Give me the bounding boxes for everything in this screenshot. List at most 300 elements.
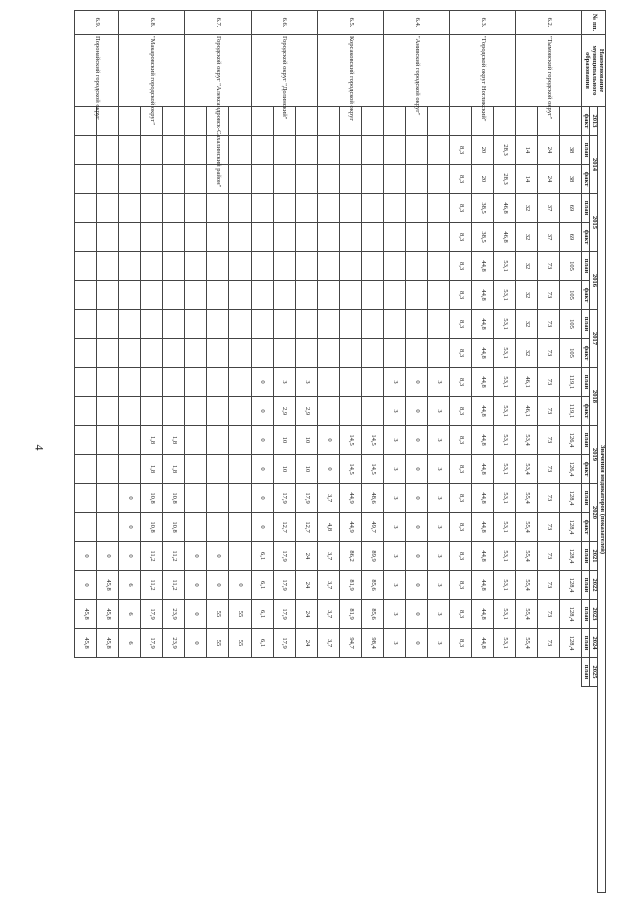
value-cell bbox=[163, 165, 185, 194]
value-cell: 10,8 bbox=[141, 484, 163, 513]
value-cell: 73 bbox=[537, 310, 559, 339]
value-cell bbox=[163, 310, 185, 339]
value-cell: 105 bbox=[559, 281, 581, 310]
value-cell bbox=[493, 107, 515, 136]
value-cell: 1,8 bbox=[163, 426, 185, 455]
table-row bbox=[185, 11, 207, 893]
value-cell bbox=[317, 310, 339, 339]
value-cell: 6,1 bbox=[251, 600, 273, 629]
value-cell: 3 bbox=[383, 455, 405, 484]
header-plan: план bbox=[582, 571, 590, 600]
value-cell bbox=[273, 252, 295, 281]
value-cell: 49,7 bbox=[361, 513, 383, 542]
value-cell: 53,1 bbox=[493, 368, 515, 397]
value-cell bbox=[317, 223, 339, 252]
value-cell: 53,1 bbox=[493, 281, 515, 310]
table-body bbox=[75, 11, 582, 893]
header-year: 2022 bbox=[590, 571, 598, 600]
value-cell bbox=[317, 165, 339, 194]
value-cell: 53,1 bbox=[493, 571, 515, 600]
table-row bbox=[229, 11, 251, 893]
value-cell: 10,8 bbox=[163, 484, 185, 513]
value-cell: 44,8 bbox=[471, 571, 493, 600]
table-row bbox=[163, 11, 185, 893]
value-cell bbox=[97, 426, 119, 455]
value-cell: 55,4 bbox=[515, 629, 537, 658]
value-cell bbox=[75, 339, 97, 368]
value-cell bbox=[317, 368, 339, 397]
value-cell: 14,5 bbox=[361, 426, 383, 455]
value-cell: 12,7 bbox=[273, 513, 295, 542]
value-cell: 11,2 bbox=[163, 571, 185, 600]
value-cell: 38,5 bbox=[471, 223, 493, 252]
value-cell: 44,8 bbox=[471, 339, 493, 368]
value-cell: 53,4 bbox=[515, 426, 537, 455]
value-cell bbox=[97, 368, 119, 397]
value-cell bbox=[361, 281, 383, 310]
value-cell: 24 bbox=[295, 542, 317, 571]
value-cell: 8,3 bbox=[449, 629, 471, 658]
value-cell bbox=[229, 165, 251, 194]
header-values-title: Значения индикаторов (показателей) bbox=[598, 107, 606, 893]
value-cell bbox=[141, 136, 163, 165]
value-cell: 53,1 bbox=[493, 542, 515, 571]
header-year: 2021 bbox=[590, 542, 598, 571]
value-cell bbox=[141, 310, 163, 339]
value-cell bbox=[427, 310, 449, 339]
value-cell: 53,1 bbox=[493, 484, 515, 513]
value-cell bbox=[207, 426, 229, 455]
value-cell: 45,8 bbox=[97, 571, 119, 600]
value-cell bbox=[405, 194, 427, 223]
value-cell: 89,9 bbox=[361, 542, 383, 571]
value-cell: 3 bbox=[273, 368, 295, 397]
value-cell bbox=[119, 136, 141, 165]
value-cell bbox=[317, 107, 339, 136]
value-cell: 3,7 bbox=[317, 629, 339, 658]
value-cell: 20 bbox=[471, 165, 493, 194]
municipality-name: "Тымовский городской округ" bbox=[515, 35, 581, 107]
value-cell: 3 bbox=[427, 513, 449, 542]
value-cell: 28,3 bbox=[493, 165, 515, 194]
value-cell bbox=[339, 252, 361, 281]
value-cell: 105 bbox=[559, 310, 581, 339]
header-plan: план bbox=[582, 368, 590, 397]
table-row bbox=[75, 11, 97, 893]
page-number: 4 bbox=[32, 444, 47, 451]
value-cell: 45,8 bbox=[75, 629, 97, 658]
value-cell: 44,8 bbox=[471, 281, 493, 310]
value-cell bbox=[383, 339, 405, 368]
value-cell bbox=[207, 223, 229, 252]
value-cell bbox=[119, 165, 141, 194]
header-plan: план bbox=[582, 600, 590, 629]
value-cell: 10 bbox=[295, 426, 317, 455]
header-year: 2013 bbox=[590, 107, 598, 136]
value-cell: 73 bbox=[537, 368, 559, 397]
value-cell bbox=[97, 281, 119, 310]
header-plan: план bbox=[582, 629, 590, 658]
value-cell: 32 bbox=[515, 252, 537, 281]
header-plan: план bbox=[582, 194, 590, 223]
value-cell: 10 bbox=[273, 426, 295, 455]
value-cell bbox=[361, 339, 383, 368]
header-num: № пп. bbox=[582, 11, 606, 35]
value-cell bbox=[515, 107, 537, 136]
value-cell bbox=[339, 194, 361, 223]
value-cell: 119,1 bbox=[559, 368, 581, 397]
value-cell bbox=[427, 223, 449, 252]
value-cell: 2,9 bbox=[273, 397, 295, 426]
value-cell bbox=[185, 339, 207, 368]
header-plan: план bbox=[582, 310, 590, 339]
municipality-name: Поронайский городской округ bbox=[75, 35, 119, 107]
value-cell: 128,4 bbox=[559, 600, 581, 629]
value-cell: 14,5 bbox=[339, 426, 361, 455]
header-year: 2014 bbox=[590, 136, 598, 194]
row-number: 6.7. bbox=[185, 11, 251, 35]
value-cell: 8,3 bbox=[449, 397, 471, 426]
value-cell bbox=[251, 136, 273, 165]
row-number: 6.9. bbox=[75, 11, 119, 35]
indicators-table bbox=[74, 10, 606, 893]
value-cell bbox=[427, 252, 449, 281]
value-cell bbox=[427, 165, 449, 194]
value-cell bbox=[229, 455, 251, 484]
value-cell bbox=[229, 136, 251, 165]
value-cell: 73 bbox=[537, 281, 559, 310]
value-cell bbox=[97, 484, 119, 513]
value-cell bbox=[229, 281, 251, 310]
table-row bbox=[317, 11, 339, 893]
value-cell: 73 bbox=[537, 252, 559, 281]
value-cell bbox=[229, 513, 251, 542]
value-cell bbox=[251, 310, 273, 339]
value-cell bbox=[97, 223, 119, 252]
value-cell bbox=[119, 426, 141, 455]
header-fact: факт bbox=[582, 223, 590, 252]
value-cell bbox=[75, 136, 97, 165]
value-cell: 128,4 bbox=[559, 629, 581, 658]
value-cell: 14,5 bbox=[361, 455, 383, 484]
value-cell bbox=[141, 165, 163, 194]
value-cell bbox=[251, 252, 273, 281]
value-cell: 128,4 bbox=[559, 513, 581, 542]
value-cell: 44,8 bbox=[471, 455, 493, 484]
value-cell: 0 bbox=[405, 542, 427, 571]
value-cell: 0 bbox=[185, 542, 207, 571]
value-cell bbox=[229, 542, 251, 571]
value-cell: 0 bbox=[185, 600, 207, 629]
value-cell bbox=[361, 310, 383, 339]
value-cell: 6,1 bbox=[251, 542, 273, 571]
value-cell: 3 bbox=[427, 368, 449, 397]
value-cell: 44,9 bbox=[339, 484, 361, 513]
value-cell: 8,3 bbox=[449, 600, 471, 629]
value-cell: 3 bbox=[427, 629, 449, 658]
value-cell: 119,1 bbox=[559, 397, 581, 426]
value-cell bbox=[339, 310, 361, 339]
municipality-name: Городской округ "Александровск-Сахалинский район" bbox=[185, 35, 251, 107]
value-cell: 44,8 bbox=[471, 542, 493, 571]
value-cell bbox=[295, 223, 317, 252]
value-cell bbox=[119, 455, 141, 484]
header-plan: план bbox=[582, 426, 590, 455]
table-row bbox=[449, 11, 471, 893]
value-cell bbox=[207, 194, 229, 223]
value-cell: 98,4 bbox=[361, 629, 383, 658]
value-cell: 8,3 bbox=[449, 455, 471, 484]
value-cell bbox=[273, 223, 295, 252]
table-row bbox=[361, 11, 383, 893]
value-cell: 73 bbox=[537, 542, 559, 571]
value-cell bbox=[251, 223, 273, 252]
value-cell: 73 bbox=[537, 455, 559, 484]
value-cell: 53,1 bbox=[493, 397, 515, 426]
value-cell: 8,3 bbox=[449, 223, 471, 252]
value-cell bbox=[383, 165, 405, 194]
value-cell bbox=[75, 252, 97, 281]
value-cell: 0 bbox=[405, 368, 427, 397]
value-cell: 0 bbox=[251, 455, 273, 484]
value-cell: 0 bbox=[251, 368, 273, 397]
value-cell bbox=[185, 455, 207, 484]
table-row bbox=[339, 11, 361, 893]
value-cell bbox=[383, 252, 405, 281]
value-cell bbox=[185, 426, 207, 455]
value-cell: 17,9 bbox=[273, 600, 295, 629]
value-cell: 3 bbox=[427, 542, 449, 571]
value-cell: 128,4 bbox=[559, 484, 581, 513]
value-cell bbox=[229, 339, 251, 368]
value-cell: 0 bbox=[317, 455, 339, 484]
value-cell bbox=[163, 136, 185, 165]
value-cell bbox=[97, 513, 119, 542]
value-cell bbox=[383, 223, 405, 252]
value-cell bbox=[339, 136, 361, 165]
value-cell bbox=[141, 223, 163, 252]
value-cell: 38,5 bbox=[471, 194, 493, 223]
row-number: 6.8. bbox=[119, 11, 185, 35]
value-cell bbox=[141, 281, 163, 310]
value-cell bbox=[273, 136, 295, 165]
row-number: 6.2. bbox=[515, 11, 581, 35]
value-cell: 17,9 bbox=[273, 571, 295, 600]
value-cell bbox=[295, 194, 317, 223]
value-cell bbox=[119, 223, 141, 252]
value-cell: 3 bbox=[383, 513, 405, 542]
header-year: 2019 bbox=[590, 426, 598, 484]
value-cell: 44,8 bbox=[471, 600, 493, 629]
value-cell bbox=[185, 194, 207, 223]
value-cell: 24 bbox=[537, 165, 559, 194]
value-cell: 55,4 bbox=[515, 513, 537, 542]
value-cell: 17,9 bbox=[141, 600, 163, 629]
value-cell: 3 bbox=[383, 542, 405, 571]
value-cell bbox=[251, 165, 273, 194]
value-cell: 6 bbox=[119, 600, 141, 629]
value-cell: 3 bbox=[383, 600, 405, 629]
value-cell: 44,8 bbox=[471, 397, 493, 426]
value-cell: 0 bbox=[207, 542, 229, 571]
value-cell: 44,8 bbox=[471, 484, 493, 513]
value-cell: 48,6 bbox=[361, 484, 383, 513]
value-cell: 55 bbox=[229, 600, 251, 629]
value-cell: 12,7 bbox=[295, 513, 317, 542]
header-year: 2025 bbox=[590, 658, 598, 687]
value-cell: 3 bbox=[295, 368, 317, 397]
value-cell bbox=[361, 165, 383, 194]
table-row bbox=[119, 11, 141, 893]
value-cell: 10 bbox=[295, 455, 317, 484]
value-cell: 73 bbox=[537, 339, 559, 368]
value-cell: 0 bbox=[405, 513, 427, 542]
value-cell: 55 bbox=[229, 629, 251, 658]
value-cell: 8,3 bbox=[449, 571, 471, 600]
value-cell bbox=[163, 397, 185, 426]
value-cell: 3 bbox=[427, 600, 449, 629]
value-cell bbox=[317, 339, 339, 368]
header-year: 2016 bbox=[590, 252, 598, 310]
value-cell: 0 bbox=[405, 484, 427, 513]
value-cell bbox=[185, 252, 207, 281]
value-cell bbox=[163, 194, 185, 223]
table-row bbox=[383, 11, 405, 893]
value-cell: 3 bbox=[383, 368, 405, 397]
value-cell bbox=[97, 455, 119, 484]
header-name: Наименование муниципального образования bbox=[582, 35, 606, 107]
value-cell bbox=[119, 194, 141, 223]
value-cell: 0 bbox=[405, 455, 427, 484]
value-cell: 81,9 bbox=[339, 600, 361, 629]
value-cell: 46,8 bbox=[493, 223, 515, 252]
value-cell: 0 bbox=[251, 513, 273, 542]
value-cell bbox=[427, 194, 449, 223]
value-cell bbox=[185, 107, 207, 136]
value-cell bbox=[405, 339, 427, 368]
value-cell: 46,8 bbox=[493, 194, 515, 223]
value-cell bbox=[273, 310, 295, 339]
value-cell bbox=[75, 484, 97, 513]
value-cell bbox=[361, 107, 383, 136]
value-cell bbox=[361, 252, 383, 281]
value-cell bbox=[75, 194, 97, 223]
value-cell bbox=[75, 513, 97, 542]
value-cell: 53,1 bbox=[493, 310, 515, 339]
value-cell: 126,4 bbox=[559, 426, 581, 455]
value-cell: 0 bbox=[207, 571, 229, 600]
value-cell bbox=[119, 252, 141, 281]
value-cell: 0 bbox=[405, 571, 427, 600]
value-cell: 8,3 bbox=[449, 136, 471, 165]
value-cell bbox=[207, 252, 229, 281]
header-plan: план bbox=[582, 136, 590, 165]
value-cell: 8,3 bbox=[449, 542, 471, 571]
value-cell: 37 bbox=[537, 223, 559, 252]
value-cell: 55 bbox=[207, 629, 229, 658]
value-cell: 81,9 bbox=[339, 571, 361, 600]
value-cell: 23,9 bbox=[163, 600, 185, 629]
municipality-name: "Макаровский городской округ" bbox=[119, 35, 185, 107]
value-cell bbox=[295, 339, 317, 368]
table-row bbox=[427, 11, 449, 893]
value-cell: 85,6 bbox=[361, 600, 383, 629]
value-cell bbox=[427, 339, 449, 368]
value-cell: 24 bbox=[295, 629, 317, 658]
value-cell: 17,9 bbox=[273, 484, 295, 513]
value-cell: 11,2 bbox=[163, 542, 185, 571]
value-cell: 3 bbox=[427, 571, 449, 600]
value-cell: 17,9 bbox=[141, 629, 163, 658]
value-cell: 6,1 bbox=[251, 571, 273, 600]
municipality-name: Городской округ "Долинский" bbox=[251, 35, 317, 107]
table-row bbox=[97, 11, 119, 893]
value-cell bbox=[317, 136, 339, 165]
value-cell: 38 bbox=[559, 136, 581, 165]
value-cell bbox=[97, 339, 119, 368]
header-year: 2017 bbox=[590, 310, 598, 368]
value-cell: 17,9 bbox=[295, 484, 317, 513]
value-cell: 3 bbox=[427, 455, 449, 484]
value-cell: 73 bbox=[537, 426, 559, 455]
value-cell bbox=[141, 339, 163, 368]
value-cell: 0 bbox=[251, 426, 273, 455]
value-cell: 3,7 bbox=[317, 600, 339, 629]
value-cell bbox=[229, 426, 251, 455]
value-cell: 1,8 bbox=[141, 426, 163, 455]
value-cell bbox=[163, 223, 185, 252]
value-cell bbox=[361, 397, 383, 426]
value-cell: 53,1 bbox=[493, 513, 515, 542]
table-row bbox=[295, 11, 317, 893]
value-cell: 23,9 bbox=[163, 629, 185, 658]
value-cell bbox=[317, 252, 339, 281]
value-cell bbox=[141, 252, 163, 281]
value-cell: 8,3 bbox=[449, 484, 471, 513]
value-cell bbox=[97, 252, 119, 281]
value-cell: 1,8 bbox=[163, 455, 185, 484]
value-cell: 73 bbox=[537, 484, 559, 513]
value-cell: 10 bbox=[273, 455, 295, 484]
value-cell bbox=[75, 426, 97, 455]
value-cell bbox=[97, 165, 119, 194]
value-cell: 86,2 bbox=[339, 542, 361, 571]
value-cell bbox=[295, 252, 317, 281]
value-cell: 53,4 bbox=[515, 455, 537, 484]
value-cell: 53,1 bbox=[493, 426, 515, 455]
value-cell: 53,1 bbox=[493, 455, 515, 484]
value-cell bbox=[119, 397, 141, 426]
value-cell: 44,9 bbox=[339, 513, 361, 542]
value-cell: 8,3 bbox=[449, 426, 471, 455]
value-cell bbox=[273, 194, 295, 223]
value-cell bbox=[427, 136, 449, 165]
header-fact: факт bbox=[582, 339, 590, 368]
value-cell: 0 bbox=[185, 571, 207, 600]
header-plan: план bbox=[582, 658, 590, 687]
value-cell: 8,3 bbox=[449, 368, 471, 397]
value-cell: 14 bbox=[515, 165, 537, 194]
value-cell: 0 bbox=[185, 629, 207, 658]
value-cell: 53,1 bbox=[493, 339, 515, 368]
value-cell bbox=[317, 397, 339, 426]
value-cell: 0 bbox=[317, 426, 339, 455]
value-cell: 3 bbox=[383, 397, 405, 426]
value-cell: 8,3 bbox=[449, 165, 471, 194]
value-cell bbox=[295, 136, 317, 165]
header-fact: факт bbox=[582, 397, 590, 426]
row-number: 6.5. bbox=[317, 11, 383, 35]
